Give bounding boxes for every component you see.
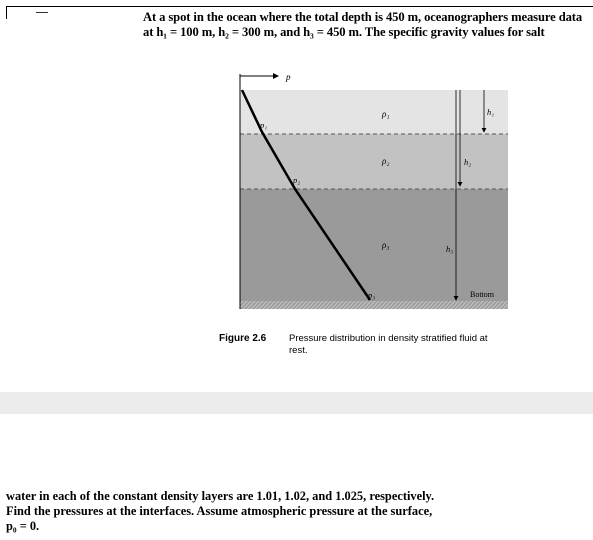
density-label-3: ρ₃ — [382, 240, 390, 250]
pressure-label-p1: p₁ — [260, 120, 268, 130]
figure-2-6 — [200, 62, 520, 322]
density-label-2: ρ₂ — [382, 156, 390, 166]
depth-label-h3: h₃ — [446, 244, 454, 254]
problem-text-top — [143, 10, 589, 40]
pressure-label-p3: p₃ — [368, 290, 376, 300]
pressure-label-p2: p₂ — [293, 175, 301, 185]
depth-label-h1: h₁ — [487, 107, 495, 117]
bottom-label: Bottom — [470, 290, 495, 299]
bottom-seabed — [240, 301, 508, 309]
figure-caption-line-2: rest. — [289, 345, 308, 356]
top-rule — [6, 6, 593, 7]
problem-line-1: At a spot in the ocean where the total depth is 450 m, oceanographers measure data — [143, 10, 583, 24]
layer-3 — [240, 189, 508, 301]
pressure-axis-label: p — [286, 72, 291, 82]
problem-line-4: Find the pressures at the interfaces. Assume atmospheric pressure at the surface, — [6, 504, 433, 518]
figure-caption — [289, 333, 519, 357]
figure-caption-line-1: Pressure distribution in density stratified fluid at — [289, 333, 488, 344]
problem-line-3: water in each of the constant density layers are 1.01, 1.02, and 1.025, respectively. — [6, 489, 435, 503]
stratified-fluid-diagram — [200, 62, 520, 322]
problem-line-5: p₀ = 0. — [6, 519, 40, 533]
density-label-1: ρ₁ — [382, 109, 390, 119]
page-separator-band — [0, 392, 593, 414]
problem-text-bottom — [6, 489, 566, 534]
layer-1 — [240, 90, 508, 134]
figure-label: Figure 2.6 — [219, 333, 267, 344]
corner-dash — [36, 12, 48, 13]
depth-label-h2: h₂ — [464, 157, 472, 167]
problem-line-2: at h₁ = 100 m, h₂ = 300 m, and h₃ = 450 m. The specific gravity values for salt — [143, 25, 545, 39]
